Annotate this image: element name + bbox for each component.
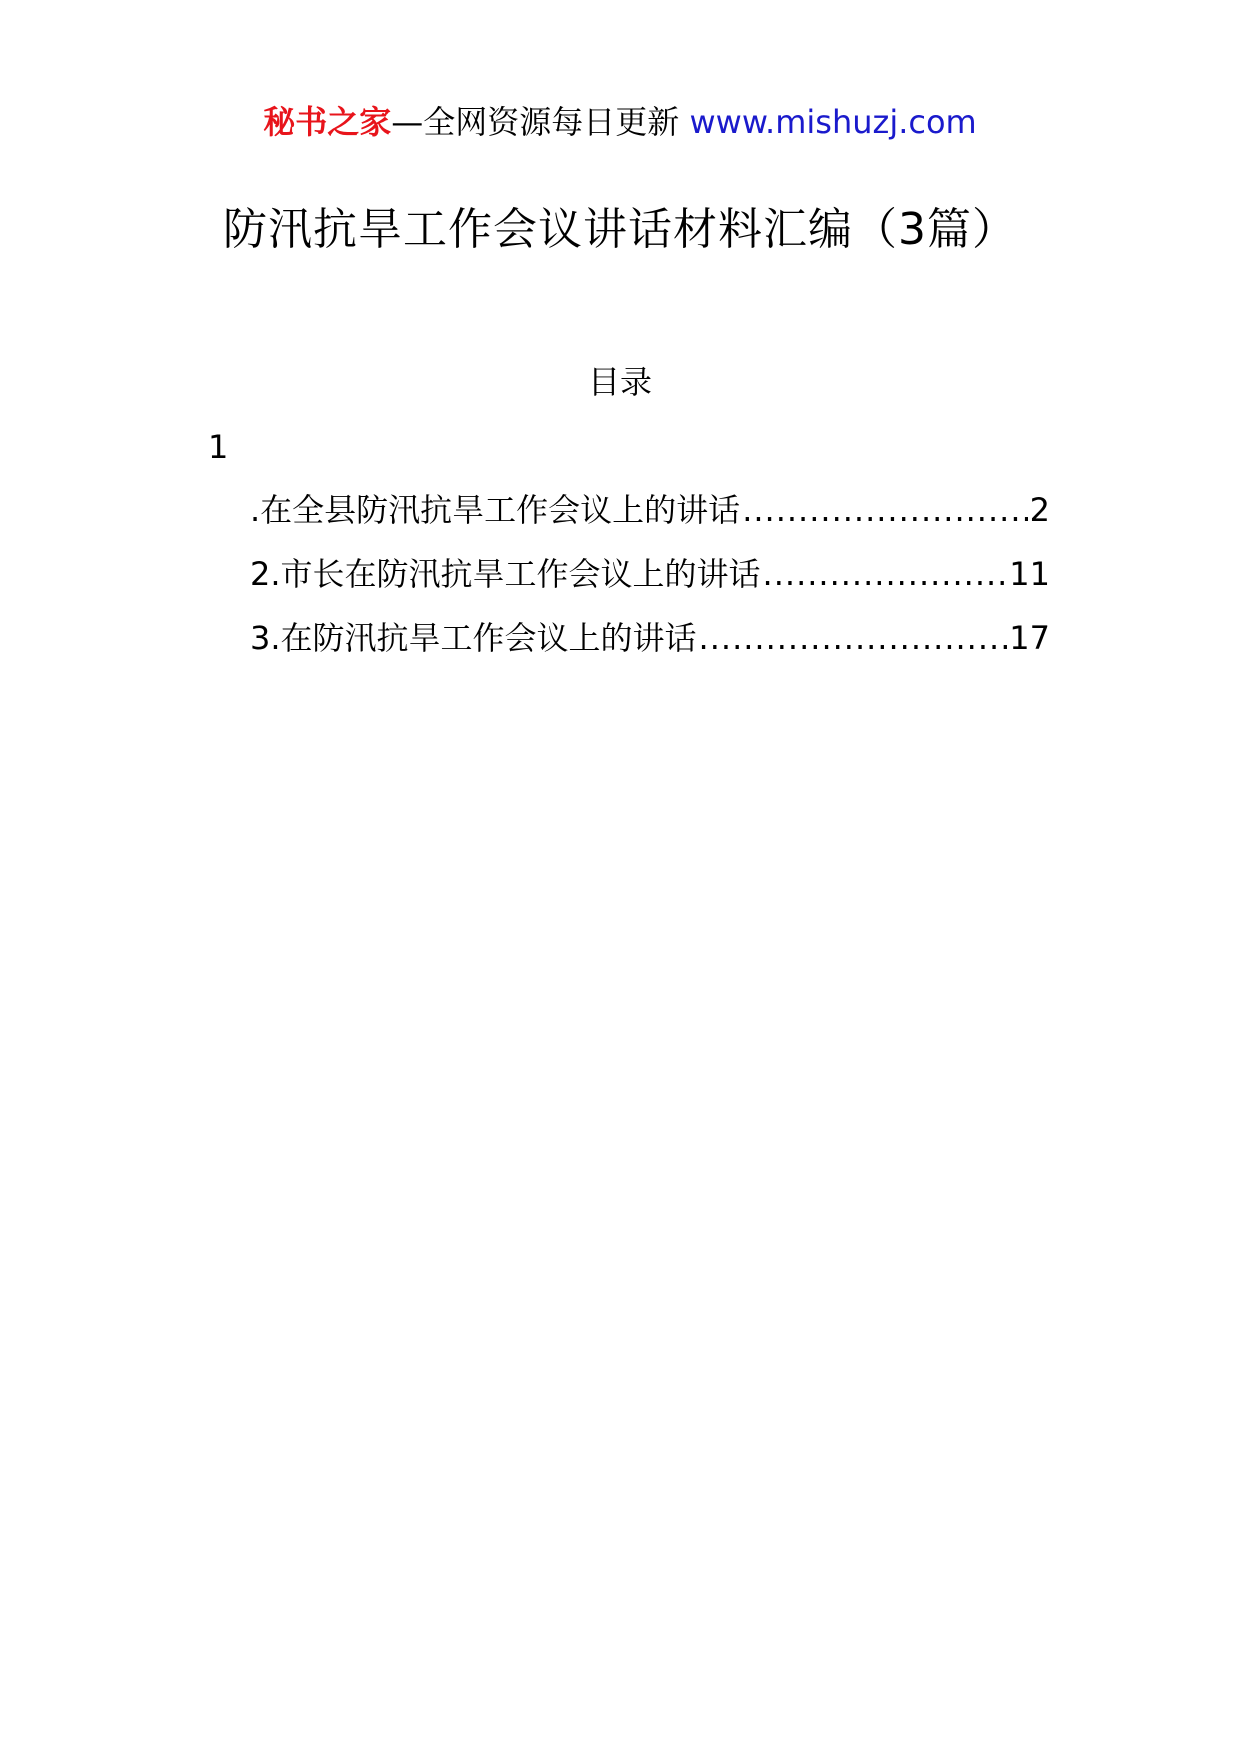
table-of-contents xyxy=(250,488,1050,680)
toc-entry-2[interactable] xyxy=(250,552,1050,616)
toc-dot-leader xyxy=(742,488,1027,532)
site-header xyxy=(0,100,1240,144)
toc-entry-title: 3.在防汛抗旱工作会议上的讲话 xyxy=(250,619,697,657)
toc-entry-page: 11 xyxy=(1009,555,1050,593)
toc-entry-1[interactable] xyxy=(250,488,1050,552)
toc-dot-leader xyxy=(699,616,1008,660)
toc-dot-leader xyxy=(763,552,1008,596)
toc-entry-title: 2.市长在防汛抗旱工作会议上的讲话 xyxy=(250,555,761,593)
site-slogan: —全网资源每日更新 xyxy=(391,103,680,141)
document-title: 防汛抗旱工作会议讲话材料汇编（3篇） xyxy=(223,204,1017,255)
toc-entry-page: 17 xyxy=(1009,619,1050,657)
site-url-link[interactable]: www.mishuzj.com xyxy=(689,103,977,141)
toc-heading: 目录 xyxy=(587,363,652,401)
toc-entry-3[interactable] xyxy=(250,616,1050,680)
toc-entry-title: .在全县防汛抗旱工作会议上的讲话 xyxy=(250,491,741,529)
toc-entry-page: 2 xyxy=(1029,491,1050,529)
toc-orphan-number: 1 xyxy=(208,428,229,466)
site-brand: 秘书之家 xyxy=(263,103,392,141)
